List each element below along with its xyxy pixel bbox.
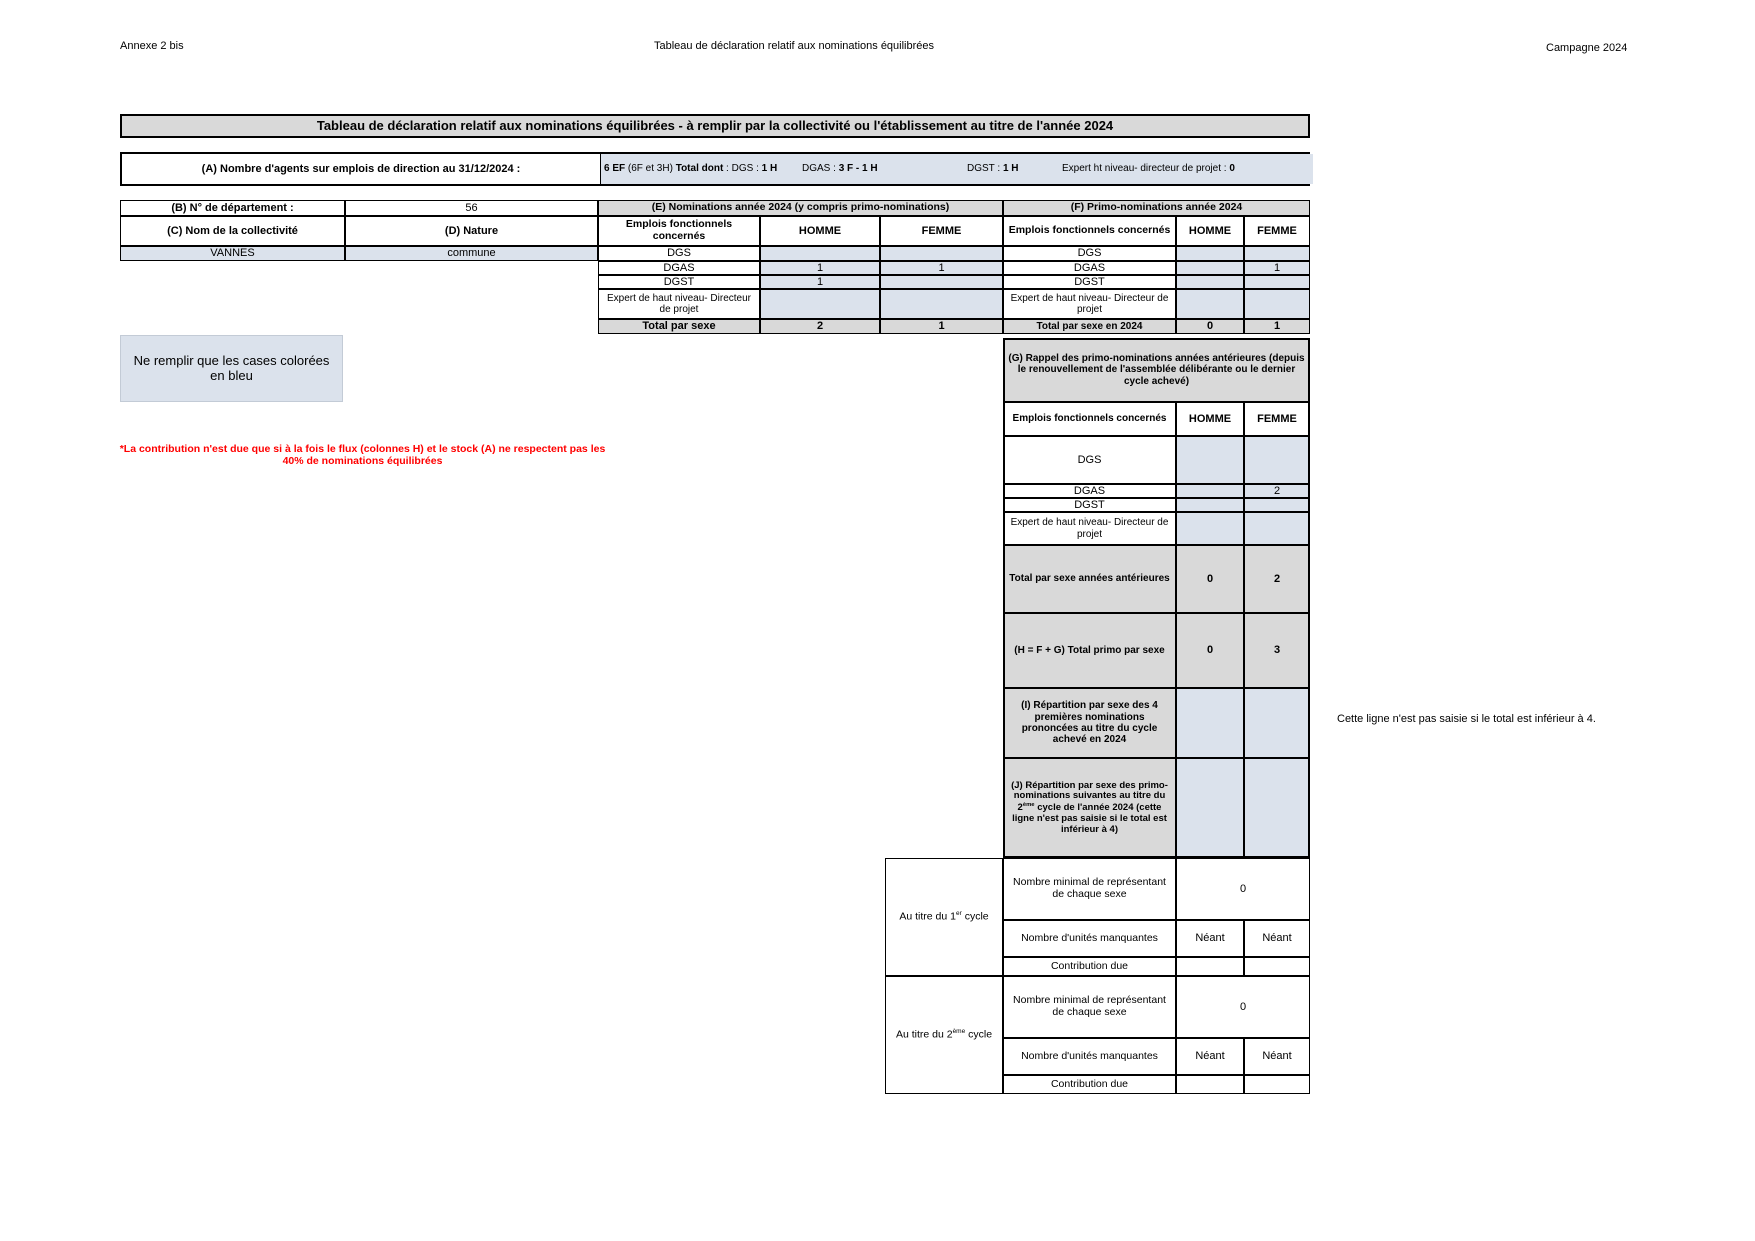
g-expert-femme-cell[interactable] [1244, 512, 1310, 545]
f-dgst-homme-cell[interactable] [1176, 275, 1244, 289]
col-nature-header: (D) Nature [345, 216, 598, 246]
right-side-note: Cette ligne n'est pas saisie si le total est inférieur à 4. [1337, 713, 1596, 725]
e-expert-femme-cell[interactable] [880, 289, 1003, 319]
e-col-homme-header: HOMME [760, 216, 880, 246]
cycle1-min-label: Nombre minimal de représentant de chaque sexe [1003, 858, 1176, 920]
row-h-femme: 3 [1244, 613, 1310, 688]
row-a-dgas-summary: DGAS : 3 F - 1 H [802, 163, 878, 175]
dept-value-cell[interactable]: 56 [345, 200, 598, 216]
form-title-bar: Tableau de déclaration relatif aux nominations équilibrées - à remplir par la collectivité ou l'établissement au titre de l'année 2024 [120, 114, 1310, 138]
row-a-expert-summary: Expert ht niveau- directeur de projet : 0 [1062, 163, 1235, 175]
e-dgas-homme-cell[interactable]: 1 [760, 261, 880, 275]
e-row-dgs-label: DGS [598, 246, 760, 261]
g-row-dgs-label: DGS [1003, 436, 1176, 484]
e-dgs-femme-cell[interactable] [880, 246, 1003, 261]
e-dgst-homme-cell[interactable]: 1 [760, 275, 880, 289]
e-total-femme: 1 [880, 319, 1003, 334]
cycle2-missing-homme: Néant [1176, 1038, 1244, 1075]
e-dgs-homme-cell[interactable] [760, 246, 880, 261]
g-row-dgst-label: DGST [1003, 498, 1176, 512]
e-row-expert-label: Expert de haut niveau- Directeur de projet [598, 289, 760, 319]
row-j-femme-cell[interactable] [1244, 758, 1310, 858]
e-col-femme-header: FEMME [880, 216, 1003, 246]
g-col-homme-header: HOMME [1176, 402, 1244, 436]
cycle2-missing-femme: Néant [1244, 1038, 1310, 1075]
row-a-label: (A) Nombre d'agents sur emplois de direction au 31/12/2024 : [201, 162, 521, 175]
e-dgas-femme-cell[interactable]: 1 [880, 261, 1003, 275]
g-dgs-homme-cell[interactable] [1176, 436, 1244, 484]
f-col-femme-header: FEMME [1244, 216, 1310, 246]
f-total-homme: 0 [1176, 319, 1244, 334]
col-collectivite-header: (C) Nom de la collectivité [120, 216, 345, 246]
section-g-header: (G) Rappel des primo-nominations années antérieures (depuis le renouvellement de l'assemblée délibérante ou le dernier cycle achevé) [1003, 338, 1310, 402]
nature-cell[interactable]: commune [345, 246, 598, 261]
f-dgst-femme-cell[interactable] [1244, 275, 1310, 289]
cycle2-contribution-label: Contribution due [1003, 1075, 1176, 1094]
cycle2-missing-label: Nombre d'unités manquantes [1003, 1038, 1176, 1075]
cycle1-missing-label: Nombre d'unités manquantes [1003, 920, 1176, 957]
f-row-expert-label: Expert de haut niveau- Directeur de projet [1003, 289, 1176, 319]
g-dgas-homme-cell[interactable] [1176, 484, 1244, 498]
f-row-dgst-label: DGST [1003, 275, 1176, 289]
page-header-title: Tableau de déclaration relatif aux nominations équilibrées [653, 40, 935, 52]
cycle2-min-label: Nombre minimal de représentant de chaque sexe [1003, 976, 1176, 1038]
cycle2-superscript: ème [952, 1028, 966, 1036]
f-total-femme: 1 [1244, 319, 1310, 334]
f-dgs-femme-cell[interactable] [1244, 246, 1310, 261]
g-dgas-femme-cell[interactable]: 2 [1244, 484, 1310, 498]
cycle1-missing-femme: Néant [1244, 920, 1310, 957]
g-total-homme: 0 [1176, 545, 1244, 613]
row-i-homme-cell[interactable] [1176, 688, 1244, 758]
g-row-dgas-label: DGAS [1003, 484, 1176, 498]
f-expert-homme-cell[interactable] [1176, 289, 1244, 319]
cycle1-missing-homme: Néant [1176, 920, 1244, 957]
collectivite-cell[interactable]: VANNES [120, 246, 345, 261]
e-row-dgst-label: DGST [598, 275, 760, 289]
g-dgs-femme-cell[interactable] [1244, 436, 1310, 484]
g-dgst-homme-cell[interactable] [1176, 498, 1244, 512]
g-expert-homme-cell[interactable] [1176, 512, 1244, 545]
f-dgas-femme-cell[interactable]: 1 [1244, 261, 1310, 275]
cycle1-contribution-label: Contribution due [1003, 957, 1176, 976]
section-f-header: (F) Primo-nominations année 2024 [1003, 200, 1310, 216]
annex-label: Annexe 2 bis [120, 40, 184, 52]
g-col-femme-header: FEMME [1244, 402, 1310, 436]
row-a-box [120, 152, 1310, 186]
g-total-femme: 2 [1244, 545, 1310, 613]
f-dgas-homme-cell[interactable] [1176, 261, 1244, 275]
g-total-label: Total par sexe années antérieures [1003, 545, 1176, 613]
e-total-label: Total par sexe [598, 319, 760, 334]
f-row-dgs-label: DGS [1003, 246, 1176, 261]
row-j-label: (J) Répartition par sexe des primo-nominations suivantes au titre du 2ème cycle de l'année 2024 (cette ligne n'est pas saisie si le total est inférieur à 4) [1003, 758, 1176, 858]
dept-label: (B) N° de département : [120, 200, 345, 216]
cycle1-contribution-femme [1244, 957, 1310, 976]
g-dgst-femme-cell[interactable] [1244, 498, 1310, 512]
cycle1-min-value: 0 [1176, 858, 1310, 920]
f-row-dgas-label: DGAS [1003, 261, 1176, 275]
f-col-emplois-header: Emplois fonctionnels concernés [1003, 216, 1176, 246]
campaign-label: Campagne 2024 [1546, 42, 1628, 54]
cycle2-contribution-femme [1244, 1075, 1310, 1094]
cycle1-superscript: er [956, 910, 962, 918]
g-row-expert-label: Expert de haut niveau- Directeur de projet [1003, 512, 1176, 545]
f-dgs-homme-cell[interactable] [1176, 246, 1244, 261]
cycle2-contribution-homme [1176, 1075, 1244, 1094]
red-contribution-note: *La contribution n'est due que si à la fois le flux (colonnes H) et le stock (A) ne respectent pas les 40% de nominations équilibrées [119, 443, 606, 468]
cycle2-title: Au titre du 2ème cycle [885, 976, 1003, 1094]
f-total-label: Total par sexe en 2024 [1003, 319, 1176, 334]
e-dgst-femme-cell[interactable] [880, 275, 1003, 289]
g-col-emplois-header: Emplois fonctionnels concernés [1003, 402, 1176, 436]
cycle1-title: Au titre du 1er cycle [885, 858, 1003, 976]
row-i-femme-cell[interactable] [1244, 688, 1310, 758]
cycle2-min-value: 0 [1176, 976, 1310, 1038]
e-col-emplois-header: Emplois fonctionnels concernés [598, 216, 760, 246]
f-expert-femme-cell[interactable] [1244, 289, 1310, 319]
e-total-homme: 2 [760, 319, 880, 334]
f-col-homme-header: HOMME [1176, 216, 1244, 246]
row-i-label: (I) Répartition par sexe des 4 premières nominations prononcées au titre du cycle achevé en 2024 [1003, 688, 1176, 758]
e-expert-homme-cell[interactable] [760, 289, 880, 319]
row-j-superscript: ème [1022, 802, 1035, 809]
e-row-dgas-label: DGAS [598, 261, 760, 275]
row-j-homme-cell[interactable] [1176, 758, 1244, 858]
row-h-label: (H = F + G) Total primo par sexe [1003, 613, 1176, 688]
blue-instruction-box: Ne remplir que les cases colorées en bleu [120, 335, 343, 402]
cycle1-contribution-homme [1176, 957, 1244, 976]
section-e-header: (E) Nominations année 2024 (y compris primo-nominations) [598, 200, 1003, 216]
row-a-dgst-summary: DGST : 1 H [967, 163, 1019, 175]
row-a-total-summary: 6 EF (6F et 3H) Total dont : DGS : 1 H [604, 163, 778, 175]
row-h-homme: 0 [1176, 613, 1244, 688]
